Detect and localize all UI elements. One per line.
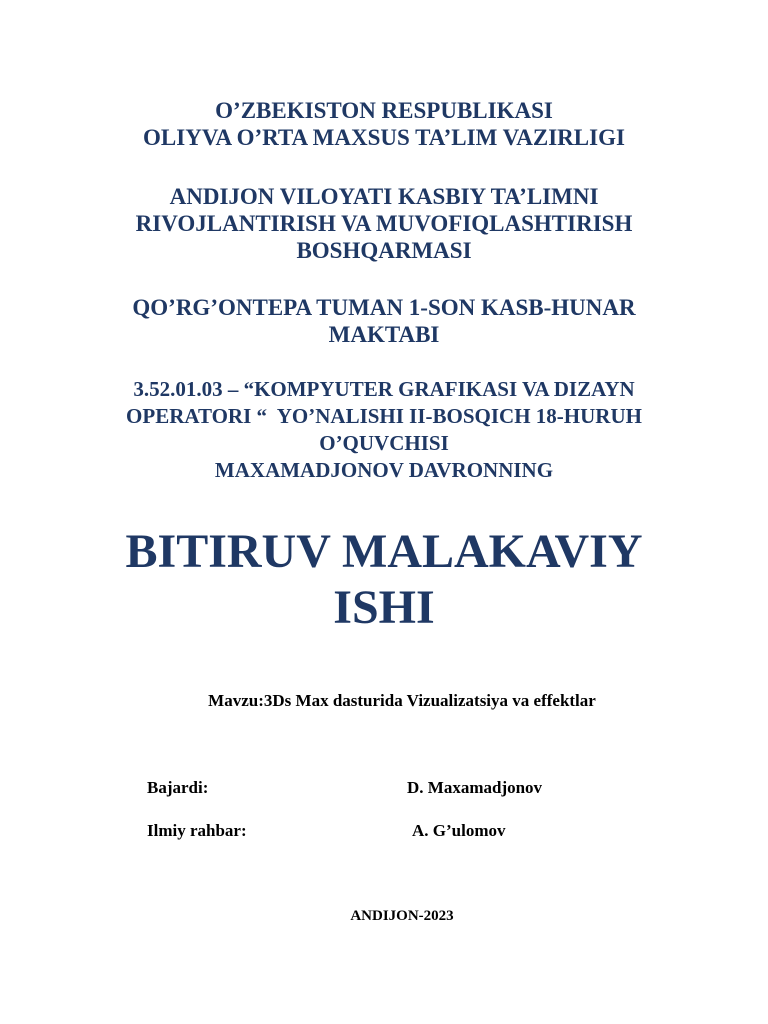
school-line-2: MAKTABI (328, 322, 440, 347)
student-line-2: OPERATORI “ YO’NALISHI II-BOSQICH 18-HURUH (126, 404, 642, 428)
performer-row (0, 777, 768, 799)
department-heading (0, 183, 768, 264)
school-heading (0, 294, 768, 348)
department-line-2: RIVOJLANTIRISH VA MUVOFIQLASHTIRISH (135, 211, 633, 236)
supervisor-label: Ilmiy rahbar: (147, 821, 247, 840)
supervisor-row (0, 820, 768, 842)
student-line-3: O’QUVCHISI (319, 431, 449, 455)
performer-name: D. Maxamadjonov (407, 778, 543, 797)
title-line-1: BITIRUV MALAKAVIY (125, 525, 643, 578)
department-line-1: ANDIJON VILOYATI KASBIY TA’LIMNI (169, 184, 599, 209)
supervisor-name: A. G’ulomov (412, 821, 506, 840)
student-name-line: MAXAMADJONOV DAVRONNING (214, 458, 554, 482)
student-info (0, 376, 768, 484)
school-line-1: QO’RG’ONTEPA TUMAN 1-SON KASB-HUNAR (132, 295, 636, 320)
ministry-heading (0, 97, 768, 151)
city-year: ANDIJON-2023 (350, 908, 454, 924)
ministry-line-1: O’ZBEKISTON RESPUBLIKASI (215, 98, 553, 123)
performer-label: Bajardi: (147, 778, 209, 797)
title-line-2: ISHI (333, 581, 435, 634)
student-line-1: 3.52.01.03 – “KOMPYUTER GRAFIKASI VA DIZAYN (133, 377, 635, 401)
ministry-line-2: OLIYVA O’RTA MAXSUS TA’LIM VAZIRLIGI (143, 125, 625, 150)
topic-line: Mavzu:3Ds Max dasturida Vizualizatsiya va effektlar (208, 691, 596, 710)
document-title (0, 524, 768, 636)
department-line-3: BOSHQARMASI (296, 238, 472, 263)
